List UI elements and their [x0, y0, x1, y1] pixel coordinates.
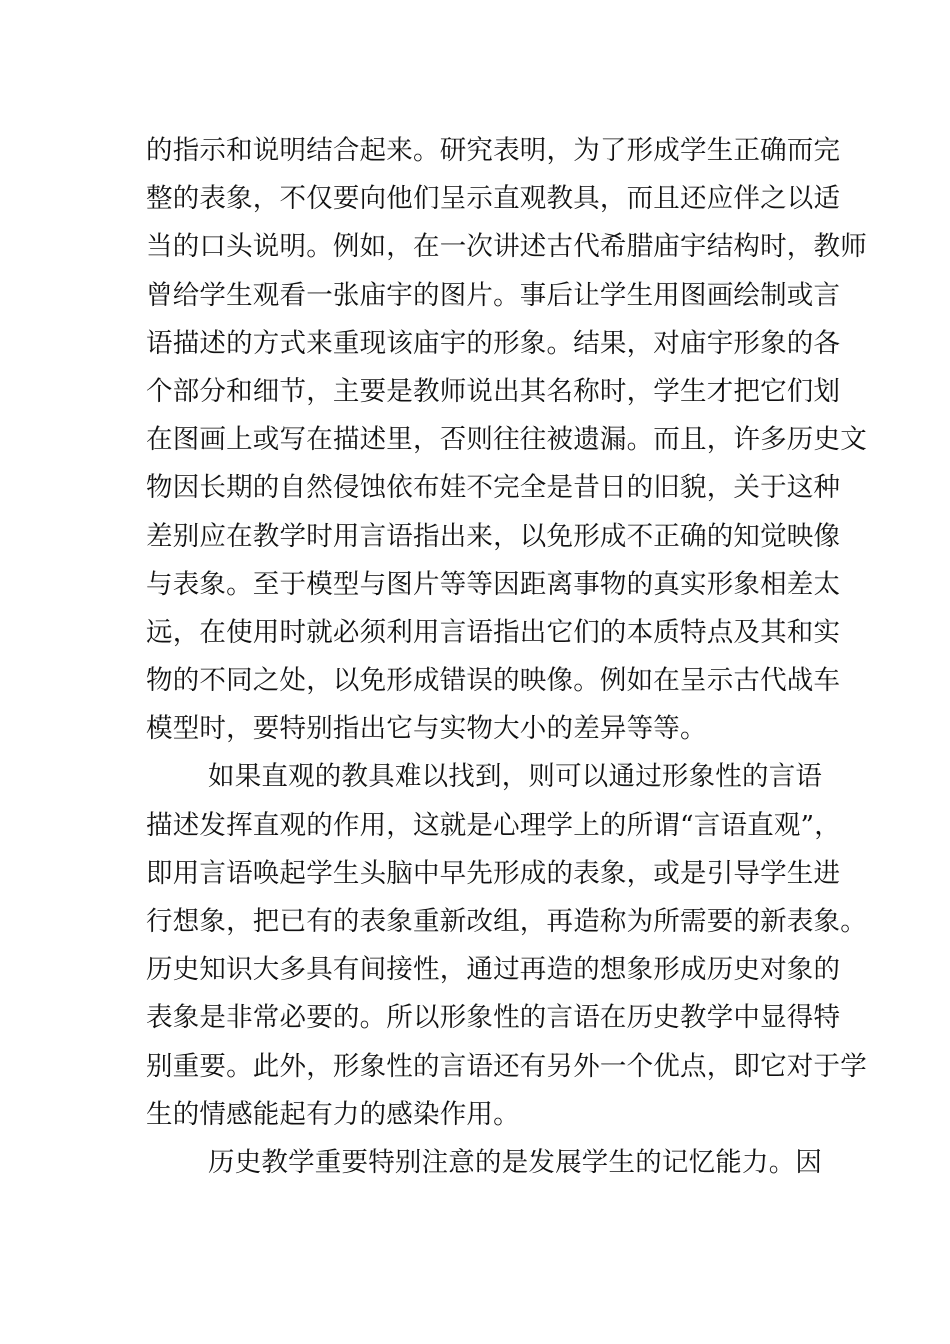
text-line: 的指示和说明结合起来。研究表明，为了形成学生正确而完 [146, 135, 841, 166]
paragraph-start-line: 历史教学重要特别注意的是发展学生的记忆能力。因 [208, 1146, 823, 1178]
text-line: 当的口头说明。例如，在一次讲述古代希腊庙宇结构时，教师 [146, 231, 867, 263]
paragraph-start-line: 如果直观的教具难以找到，则可以通过形象性的言语 [208, 761, 823, 793]
text-line: 表象是非常必要的。所以形象性的言语在历史教学中显得特 [146, 1002, 841, 1034]
text-line: 历史知识大多具有间接性，通过再造的想象形成历史对象的 [146, 954, 841, 986]
text-line: 整的表象，不仅要向他们呈示直观教具，而且还应伴之以适 [146, 183, 841, 215]
text-line: 差别应在教学时用言语指出来，以免形成不正确的知觉映像 [146, 520, 841, 552]
text-line: 曾给学生观看一张庙宇的图片。事后让学生用图画绘制或言 [146, 279, 841, 311]
text-line: 即用言语唤起学生头脑中早先形成的表象，或是引导学生进 [146, 857, 841, 889]
text-line: 在图画上或写在描述里，否则往往被遗漏。而且，许多历史文 [146, 424, 867, 456]
text-line: 描述发挥直观的作用，这就是心理学上的所谓“言语直观”， [146, 809, 841, 841]
text-line: 个部分和细节，主要是教师说出其名称时，学生才把它们划 [146, 375, 841, 407]
text-line: 别重要。此外，形象性的言语还有另外一个优点，即它对于学 [146, 1050, 867, 1082]
text-line: 物因长期的自然侵蚀依布娃不完全是昔日的旧貌，关于这种 [146, 472, 841, 504]
text-line: 远，在使用时就必须利用言语指出它们的本质特点及其和实 [146, 616, 841, 648]
text-line: 物的不同之处，以免形成错误的映像。例如在呈示古代战车 [146, 665, 841, 697]
text-line: 生的情感能起有力的感染作用。 [146, 1098, 520, 1130]
body-text [146, 127, 867, 1187]
text-line: 与表象。至于模型与图片等等因距离事物的真实形象相差太 [146, 568, 841, 600]
text-line: 行想象，把已有的表象重新改组，再造称为所需要的新表象。 [146, 906, 867, 937]
text-line: 模型时，要特别指出它与实物大小的差异等等。 [146, 713, 707, 745]
text-line: 语描述的方式来重现该庙宇的形象。结果，对庙宇形象的各 [146, 327, 841, 359]
